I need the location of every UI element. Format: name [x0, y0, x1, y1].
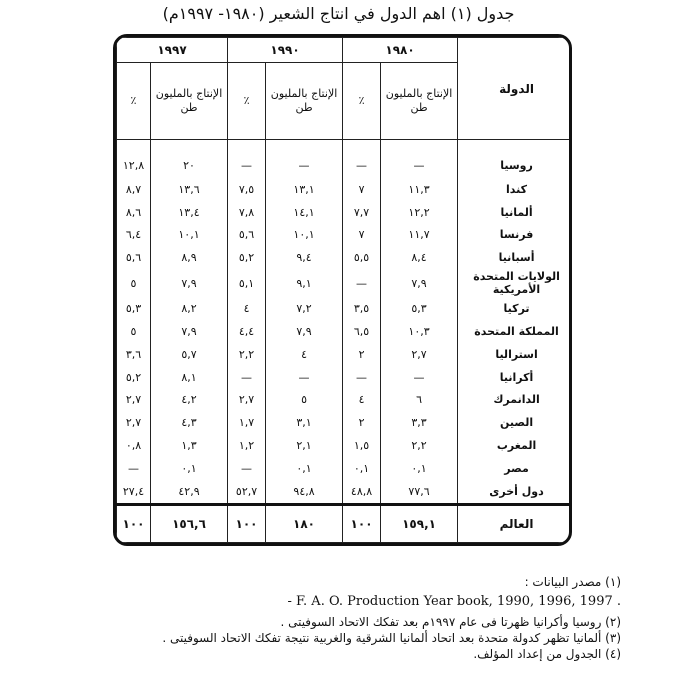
value-cell: ١٣,١: [266, 178, 343, 201]
footnotes: [21, 574, 621, 662]
table-row: [117, 480, 573, 505]
value-cell: —: [228, 366, 266, 389]
table-row: [117, 201, 573, 224]
country-cell: مصر: [458, 457, 572, 480]
value-cell: —: [117, 457, 151, 480]
value-cell: ٢٠: [151, 140, 228, 178]
country-cell: ألمانيا: [458, 201, 572, 224]
value-cell: ٤٢,٩: [151, 480, 228, 505]
value-cell: ١٢,٨: [117, 140, 151, 178]
value-cell: ٧: [343, 224, 381, 247]
country-cell: روسيا: [458, 140, 572, 178]
value-cell: ١٤,١: [266, 201, 343, 224]
table-row: [117, 297, 573, 320]
value-cell: ٩,٤: [266, 246, 343, 269]
value-cell: ٧,٩: [151, 320, 228, 343]
value-cell: ١١,٣: [381, 178, 458, 201]
value-cell: ١٣,٤: [151, 201, 228, 224]
value-cell: —: [266, 366, 343, 389]
value-cell: ٧,٩: [151, 269, 228, 297]
footnote-4: (٤) الجدول من إعداد المؤلف.: [473, 647, 621, 661]
table-row: [117, 320, 573, 343]
value-cell: ٧,٨: [228, 201, 266, 224]
country-cell: العالم: [458, 505, 572, 543]
value-cell: ٧,٢: [266, 297, 343, 320]
value-cell: ١٥٦,٦: [151, 505, 228, 543]
table-row: [117, 411, 573, 434]
value-cell: ٤,٣: [151, 411, 228, 434]
country-cell: الصين: [458, 411, 572, 434]
value-cell: ٥,٢: [228, 246, 266, 269]
value-cell: —: [343, 140, 381, 178]
value-cell: —: [343, 366, 381, 389]
value-cell: ٧,٥: [228, 178, 266, 201]
value-cell: ٥,٦: [117, 246, 151, 269]
table-row: [117, 366, 573, 389]
value-cell: ١٠٠: [117, 505, 151, 543]
value-cell: ١٨٠: [266, 505, 343, 543]
table-row: [117, 388, 573, 411]
table-row: [117, 246, 573, 269]
value-cell: ٣,٦: [117, 343, 151, 366]
value-cell: ٨,٤: [381, 246, 458, 269]
value-cell: ١٢,٢: [381, 201, 458, 224]
value-cell: ٨,٧: [117, 178, 151, 201]
value-cell: ٧: [343, 178, 381, 201]
value-cell: ١٠,١: [266, 224, 343, 247]
value-cell: ٧,٧: [343, 201, 381, 224]
value-cell: ٦,٥: [343, 320, 381, 343]
value-cell: ٥,٧: [151, 343, 228, 366]
value-cell: ٢,٧: [117, 388, 151, 411]
value-cell: ٨,٢: [151, 297, 228, 320]
value-cell: ١,٢: [228, 434, 266, 457]
value-cell: ٧,٩: [381, 269, 458, 297]
table-row: [117, 140, 573, 178]
value-cell: ٤: [343, 388, 381, 411]
value-cell: ٥,٢: [117, 366, 151, 389]
value-cell: ٧,٩: [266, 320, 343, 343]
value-cell: ٥: [266, 388, 343, 411]
value-cell: ١,٣: [151, 434, 228, 457]
value-cell: ٢,١: [266, 434, 343, 457]
value-cell: ٤: [266, 343, 343, 366]
value-cell: ١٠,٣: [381, 320, 458, 343]
value-cell: ١٣,٦: [151, 178, 228, 201]
year-header-1990: ١٩٩٠: [228, 38, 343, 63]
value-cell: ١١,٧: [381, 224, 458, 247]
value-cell: ٢,٢: [381, 434, 458, 457]
footnote-3: (٣) ألمانيا تظهر كدولة متحدة بعد اتحاد ألمانيا الشرقية والغربية نتيجة تفكك الاتحاد السوفيتى .: [162, 631, 621, 645]
value-cell: ١٠٠: [343, 505, 381, 543]
country-cell: فرنسا: [458, 224, 572, 247]
table-row: [117, 457, 573, 480]
value-cell: ٨,٩: [151, 246, 228, 269]
value-cell: ٤,٤: [228, 320, 266, 343]
value-cell: ٢: [343, 411, 381, 434]
value-cell: —: [266, 140, 343, 178]
value-cell: ٩٤,٨: [266, 480, 343, 505]
percent-header-1997: ٪: [117, 63, 151, 140]
value-cell: ٢,٧: [381, 343, 458, 366]
value-cell: ٤: [228, 297, 266, 320]
year-header-1997: ١٩٩٧: [117, 38, 228, 63]
value-cell: ٠,١: [343, 457, 381, 480]
value-cell: ٢,٧: [228, 388, 266, 411]
value-cell: ٠,١: [266, 457, 343, 480]
footnote-2: (٢) روسيا وأكرانيا ظهرتا فى عام ١٩٩٧م بعد تفكك الاتحاد السوفيتى .: [280, 615, 621, 629]
value-cell: ٦: [381, 388, 458, 411]
table-title: جدول (١) اهم الدول في انتاج الشعير (١٩٨٠- ١٩٩٧م): [162, 4, 515, 23]
value-cell: ١٥٩,١: [381, 505, 458, 543]
value-cell: ٣,٣: [381, 411, 458, 434]
country-cell: الدانمرك: [458, 388, 572, 411]
value-cell: ٠,١: [381, 457, 458, 480]
value-cell: ٨,١: [151, 366, 228, 389]
table-row: [117, 434, 573, 457]
table-row: [117, 178, 573, 201]
country-cell: الولايات المتحدة الأمريكية: [458, 269, 572, 297]
world-total-row: [117, 505, 573, 543]
percent-header-1980: ٪: [343, 63, 381, 140]
value-cell: ٥: [117, 269, 151, 297]
value-cell: ٥,١: [228, 269, 266, 297]
country-cell: المملكة المتحدة: [458, 320, 572, 343]
value-cell: —: [228, 457, 266, 480]
value-cell: ٩,١: [266, 269, 343, 297]
country-column-header: الدولة: [458, 38, 572, 140]
value-cell: ١,٧: [228, 411, 266, 434]
footnote-source: - F. A. O. Production Year book, 1990, 1996, 1997 .: [287, 594, 621, 609]
value-cell: —: [381, 140, 458, 178]
value-cell: ٥,٥: [343, 246, 381, 269]
value-cell: ٣,١: [266, 411, 343, 434]
country-cell: كندا: [458, 178, 572, 201]
value-cell: —: [381, 366, 458, 389]
value-cell: ٤٨,٨: [343, 480, 381, 505]
value-cell: ٢: [343, 343, 381, 366]
value-cell: ٠,٨: [117, 434, 151, 457]
production-header-1990: الإنتاج بالمليون طن: [266, 63, 343, 140]
footnote-1: (١) مصدر البيانات :: [524, 575, 621, 589]
value-cell: —: [228, 140, 266, 178]
country-cell: دول أخرى: [458, 480, 572, 505]
country-cell: أكرانيا: [458, 366, 572, 389]
value-cell: ١٠٠: [228, 505, 266, 543]
value-cell: ٣,٥: [343, 297, 381, 320]
value-cell: ٢٧,٤: [117, 480, 151, 505]
year-header-1980: ١٩٨٠: [343, 38, 458, 63]
table-row: [117, 343, 573, 366]
value-cell: ٢,٧: [117, 411, 151, 434]
value-cell: ٨,٦: [117, 201, 151, 224]
percent-header-1990: ٪: [228, 63, 266, 140]
table-row: [117, 269, 573, 297]
value-cell: ٢,٢: [228, 343, 266, 366]
value-cell: ٦,٤: [117, 224, 151, 247]
value-cell: ١,٥: [343, 434, 381, 457]
barley-production-table-frame: [113, 34, 572, 546]
value-cell: ١٠,١: [151, 224, 228, 247]
value-cell: ٥: [117, 320, 151, 343]
production-header-1980: الإنتاج بالمليون طن: [381, 63, 458, 140]
country-cell: تركيا: [458, 297, 572, 320]
value-cell: ٥٢,٧: [228, 480, 266, 505]
production-header-1997: الإنتاج بالمليون طن: [151, 63, 228, 140]
value-cell: ٠,١: [151, 457, 228, 480]
country-cell: المغرب: [458, 434, 572, 457]
barley-production-table: [116, 37, 572, 543]
value-cell: ٥,٣: [381, 297, 458, 320]
country-cell: استراليا: [458, 343, 572, 366]
table-row: [117, 224, 573, 247]
value-cell: ٧٧,٦: [381, 480, 458, 505]
value-cell: ٤,٢: [151, 388, 228, 411]
value-cell: —: [343, 269, 381, 297]
country-cell: أسبانيا: [458, 246, 572, 269]
value-cell: ٥,٦: [228, 224, 266, 247]
value-cell: ٥,٣: [117, 297, 151, 320]
